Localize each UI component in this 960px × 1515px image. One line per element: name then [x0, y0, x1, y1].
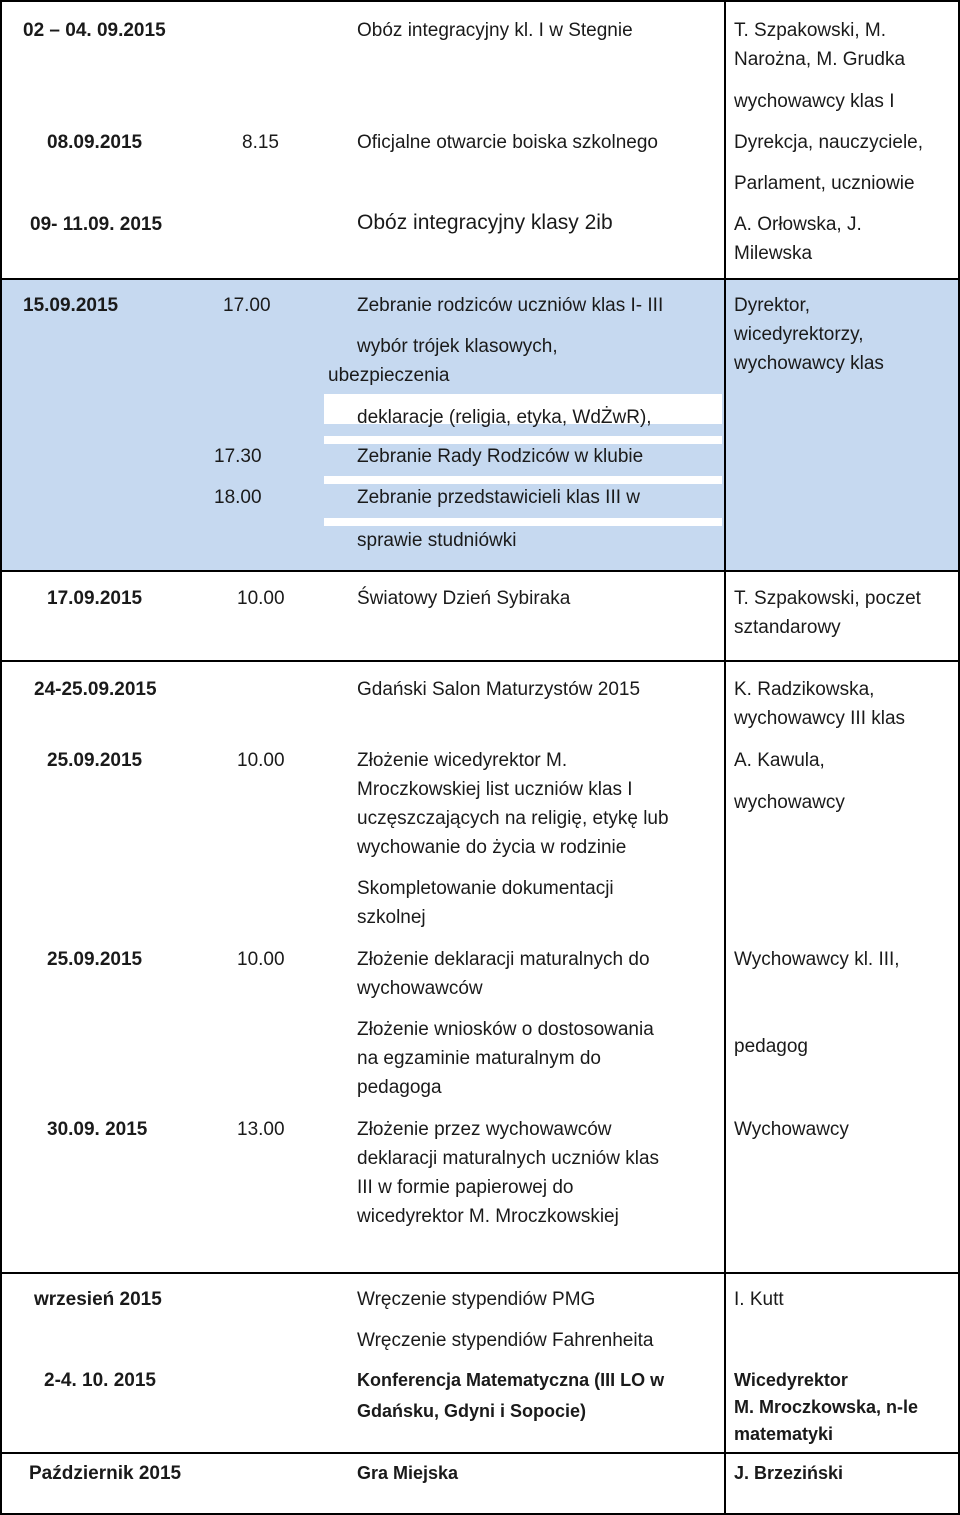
row-event: Gra Miejska: [357, 1463, 459, 1483]
row-responsible: wychowawcy: [734, 792, 845, 813]
row-event: uczęszczających na religię, etykę lub: [357, 808, 669, 829]
row-date: 09- 11.09. 2015: [30, 214, 163, 235]
row-event: Skompletowanie dokumentacji: [357, 878, 614, 899]
row-responsible: wicedyrektorzy,: [734, 324, 864, 345]
row-date: 15.09.2015: [23, 295, 119, 316]
row-event: Złożenie wniosków o dostosowania: [357, 1019, 654, 1040]
row-event: Złożenie przez wychowawców: [357, 1119, 612, 1140]
row-event: Złożenie deklaracji maturalnych do: [357, 949, 650, 970]
row-responsible: matematyki: [734, 1424, 834, 1444]
row-event: Zebranie przedstawicieli klas III w: [357, 487, 640, 508]
highlight-gap: [324, 518, 722, 526]
row-event: wicedyrektor M. Mroczkowskiej: [357, 1206, 619, 1227]
row-divider: [0, 278, 960, 280]
row-responsible: sztandarowy: [734, 617, 841, 638]
row-event: Światowy Dzień Sybiraka: [357, 588, 571, 609]
row-event: Oficjalne otwarcie boiska szkolnego: [357, 132, 658, 153]
row-event: Wręczenie stypendiów PMG: [357, 1289, 596, 1310]
row-event: Mroczkowskiej list uczniów klas I: [357, 779, 633, 800]
row-event: szkolnej: [357, 907, 426, 928]
row-responsible: T. Szpakowski, M.: [734, 20, 887, 41]
column-divider: [724, 0, 726, 1515]
row-event: Zebranie rodziców uczniów klas I- III: [357, 295, 664, 316]
row-event: Obóz integracyjny kl. I w Stegnie: [357, 20, 633, 41]
row-event: III w formie papierowej do: [357, 1177, 574, 1198]
row-divider: [0, 660, 960, 662]
row-responsible: J. Brzeziński: [734, 1463, 844, 1483]
row-responsible: T. Szpakowski, poczet: [734, 588, 921, 609]
row-event: ubezpieczenia: [328, 365, 450, 386]
row-date: wrzesień 2015: [34, 1289, 162, 1310]
row-date: 24-25.09.2015: [34, 679, 157, 700]
row-responsible: Wychowawcy kl. III,: [734, 949, 900, 970]
row-responsible: A. Kawula,: [734, 750, 825, 771]
row-divider: [0, 1452, 960, 1454]
row-time: 10.00: [237, 588, 285, 609]
row-time: 13.00: [237, 1119, 285, 1140]
row-time: 17.30: [214, 446, 262, 467]
top-border: [0, 0, 960, 2]
row-divider: [0, 1272, 960, 1274]
row-date: 2-4. 10. 2015: [44, 1370, 156, 1391]
row-event: Złożenie wicedyrektor M.: [357, 750, 568, 771]
row-event: wychowanie do życia w rodzinie: [357, 837, 627, 858]
row-event: wychowawców: [357, 978, 483, 999]
row-responsible: I. Kutt: [734, 1289, 784, 1310]
row-event: sprawie studniówki: [357, 530, 517, 551]
row-time: 10.00: [237, 750, 285, 771]
row-event: Gdańsku, Gdyni i Sopocie): [357, 1401, 587, 1421]
row-date: 30.09. 2015: [47, 1119, 148, 1140]
row-responsible: pedagog: [734, 1036, 808, 1057]
row-responsible: A. Orłowska, J.: [734, 214, 862, 235]
row-time: 8.15: [242, 132, 279, 153]
row-event: wybór trójek klasowych,: [357, 336, 558, 357]
left-border: [0, 0, 2, 1515]
row-responsible: K. Radzikowska,: [734, 679, 875, 700]
row-date: 02 – 04. 09.2015: [23, 20, 166, 41]
row-date: 08.09.2015: [47, 132, 143, 153]
row-responsible: wychowawcy III klas: [734, 708, 906, 729]
row-event: Konferencja Matematyczna (III LO w: [357, 1370, 665, 1390]
row-event: deklaracje (religia, etyka, WdŻwR),: [357, 407, 652, 428]
row-responsible: Dyrekcja, nauczyciele,: [734, 132, 924, 153]
row-date: 17.09.2015: [47, 588, 143, 609]
row-date: Październik 2015: [29, 1463, 182, 1484]
row-responsible: Wicedyrektor: [734, 1370, 848, 1390]
row-event: Wręczenie stypendiów Fahrenheita: [357, 1330, 654, 1351]
row-divider: [0, 570, 960, 572]
row-responsible: Parlament, uczniowie: [734, 173, 915, 194]
row-event: pedagoga: [357, 1077, 442, 1098]
row-responsible: Dyrektor,: [734, 295, 811, 316]
row-time: 17.00: [223, 295, 271, 316]
row-event: Zebranie Rady Rodziców w klubie: [357, 446, 644, 467]
row-event: Obóz integracyjny klasy 2ib: [357, 211, 613, 234]
row-time: 10.00: [237, 949, 285, 970]
row-responsible: wychowawcy klas: [734, 353, 884, 374]
row-responsible: M. Mroczkowska, n-le: [734, 1397, 919, 1417]
row-time: 18.00: [214, 487, 262, 508]
row-event: na egzaminie maturalnym do: [357, 1048, 601, 1069]
row-responsible: wychowawcy klas I: [734, 91, 895, 112]
row-responsible: Wychowawcy: [734, 1119, 849, 1140]
row-event: Gdański Salon Maturzystów 2015: [357, 679, 641, 700]
row-responsible: Milewska: [734, 243, 813, 264]
row-event: deklaracji maturalnych uczniów klas: [357, 1148, 660, 1169]
row-date: 25.09.2015: [47, 949, 143, 970]
row-date: 25.09.2015: [47, 750, 143, 771]
row-responsible: Narożna, M. Grudka: [734, 49, 906, 70]
